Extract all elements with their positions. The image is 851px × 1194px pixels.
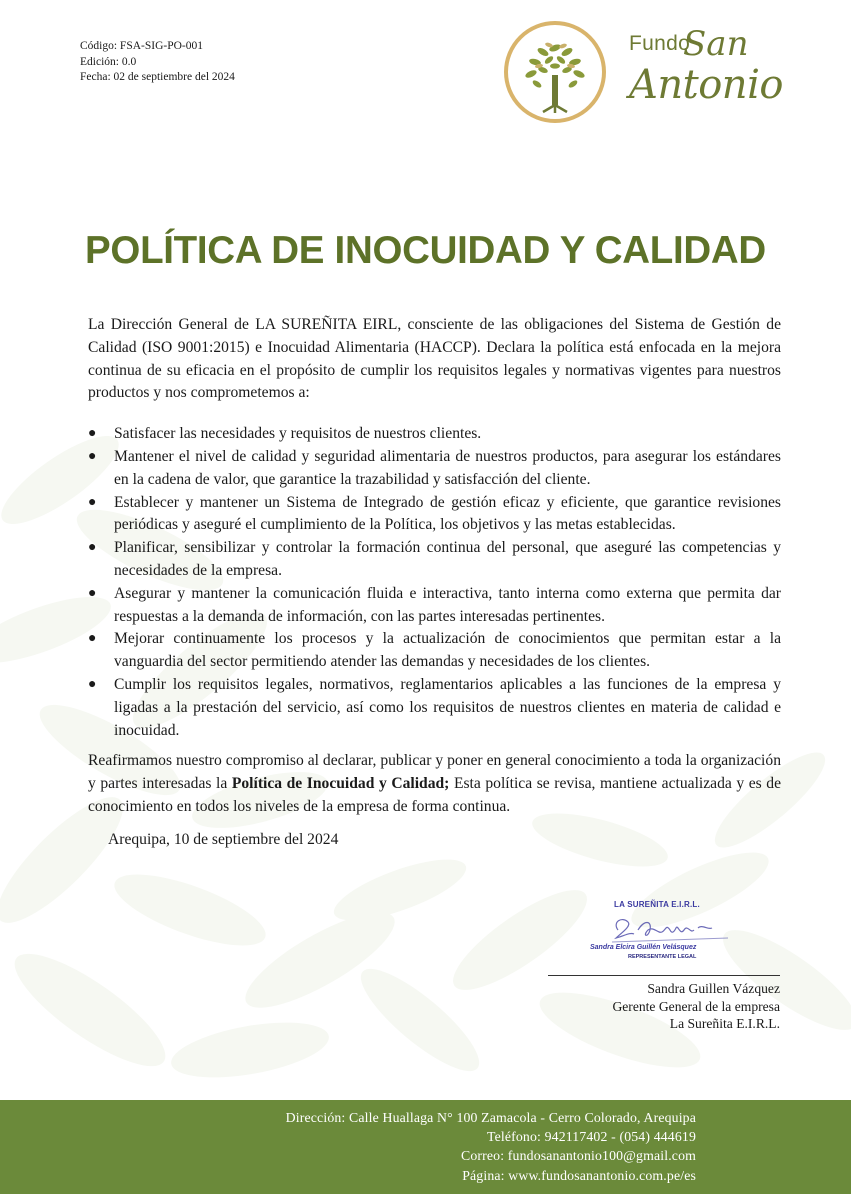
stamp-signer-name: Sandra Elcira Guillén Velásquez (590, 944, 697, 951)
footer-address: Dirección: Calle Huallaga N° 100 Zamacola - Cerro Colorado, Arequipa (285, 1110, 696, 1125)
policy-text: Planificar, sensibilizar y controlar la formación continua del personal, que aseguré las competencias y necesidades de la empresa. (114, 539, 781, 579)
bullet-icon: ● (88, 540, 97, 556)
closing-text-start: Reafirmamos nuestro compromiso al declarar, publicar y poner en general conocimiento a toda la organización y partes interesadas la (88, 752, 781, 793)
logo-text-san: San (683, 24, 749, 64)
closing-paragraph (88, 750, 781, 818)
footer-phone: Teléfono: 942117402 - (054) 444619 (486, 1129, 696, 1145)
signer-block (612, 980, 780, 1033)
signature-stamp (588, 892, 748, 972)
logo-text-fundo: Fundo (629, 32, 691, 55)
list-item (88, 628, 781, 674)
closing-text-end: Esta política se revisa, mantiene actualizada y es de conocimiento en todos los niveles de la empresa de forma continua. (88, 775, 781, 815)
policy-text: Mejorar continuamente los procesos y la actualización de conocimientos que permitan estar a la vanguardia del sector permitiendo atender las demandas y necesidades de los clientes. (114, 630, 781, 671)
signer-name: Sandra Guillen Vázquez (647, 981, 780, 996)
footer-email[interactable]: Correo: fundosanantonio100@gmail.com (461, 1148, 696, 1164)
contact-footer (0, 1100, 851, 1194)
bullet-icon: ● (88, 426, 97, 442)
list-item (88, 583, 781, 629)
bullet-icon: ● (88, 494, 97, 510)
document-date: Fecha: 02 de septiembre del 2024 (80, 71, 235, 83)
bullet-icon: ● (88, 631, 97, 647)
policy-text: Establecer y mantener un Sistema de Integrado de gestión eficaz y eficiente, que garantice revisiones periódicas y aseguré el cumplimiento de la Política, los objetivos y las metas establecidas. (114, 493, 781, 534)
intro-paragraph: La Dirección General de LA SUREÑITA EIRL, consciente de las obligaciones del Sistema de Gestión de Calidad (ISO 9001:2015) e Inocuidad Alimentaria (HACCP). Declara la política está enfocada en la mejora continua de su eficacia en el propósito de cumplir los requisitos legales y normativas vigentes para nuestros productos y nos comprometemos a: (88, 316, 781, 402)
signer-company: La Sureñita E.I.R.L. (669, 1016, 780, 1031)
document-edition: Edición: 0.0 (80, 55, 137, 68)
logo-text-antonio: Antonio (629, 62, 783, 108)
fundo-san-antonio-logo (503, 20, 783, 125)
policy-text: Mantener el nivel de calidad y seguridad alimentaria de nuestros productos, para asegurar los estándares en la cadena de valor, que garantice la trazabilidad y satisfacción del cliente. (114, 447, 781, 488)
stamp-company-name: LA SUREÑITA E.I.R.L. (614, 900, 700, 909)
document-code: Código: FSA-SIG-PO-001 (80, 40, 204, 52)
list-item (88, 537, 781, 583)
policy-text: Asegurar y mantener la comunicación fluida e interactiva, tanto interna como externa que permita dar respuestas a la demanda de información, con las partes interesadas pertinentes. (114, 584, 781, 625)
list-item (88, 674, 781, 742)
contact-info (286, 1108, 696, 1185)
bullet-icon: ● (88, 676, 97, 692)
page-title: POLÍTICA DE INOCUIDAD Y CALIDAD (85, 229, 766, 272)
list-item (88, 446, 781, 492)
policy-text: Cumplir los requisitos legales, normativos, reglamentarios aplicables a las funciones de la empresa y ligadas a la prestación del servicio, así como los requisitos de nuestros clientes en materia de calidad e inocuidad. (114, 675, 781, 739)
bullet-icon: ● (88, 448, 97, 464)
document-control-info (80, 39, 235, 86)
policy-name-bold: Política de Inocuidad y Calidad; (231, 775, 450, 793)
signer-role: Gerente General de la empresa (612, 998, 780, 1014)
list-item (88, 492, 781, 538)
place-and-date: Arequipa, 10 de septiembre del 2024 (108, 830, 339, 848)
stamp-signer-role: REPRESENTANTE LEGAL (628, 954, 697, 960)
signature-line (548, 975, 780, 976)
bullet-icon: ● (88, 585, 97, 601)
tree-icon (503, 20, 607, 124)
list-item (88, 423, 781, 446)
footer-website[interactable]: Página: www.fundosanantonio.com.pe/es (462, 1167, 696, 1183)
policy-text: Satisfacer las necesidades y requisitos de nuestros clientes. (114, 425, 482, 443)
policy-commitments-list (88, 423, 781, 742)
policy-body (88, 314, 781, 852)
handwritten-signature (608, 908, 738, 948)
